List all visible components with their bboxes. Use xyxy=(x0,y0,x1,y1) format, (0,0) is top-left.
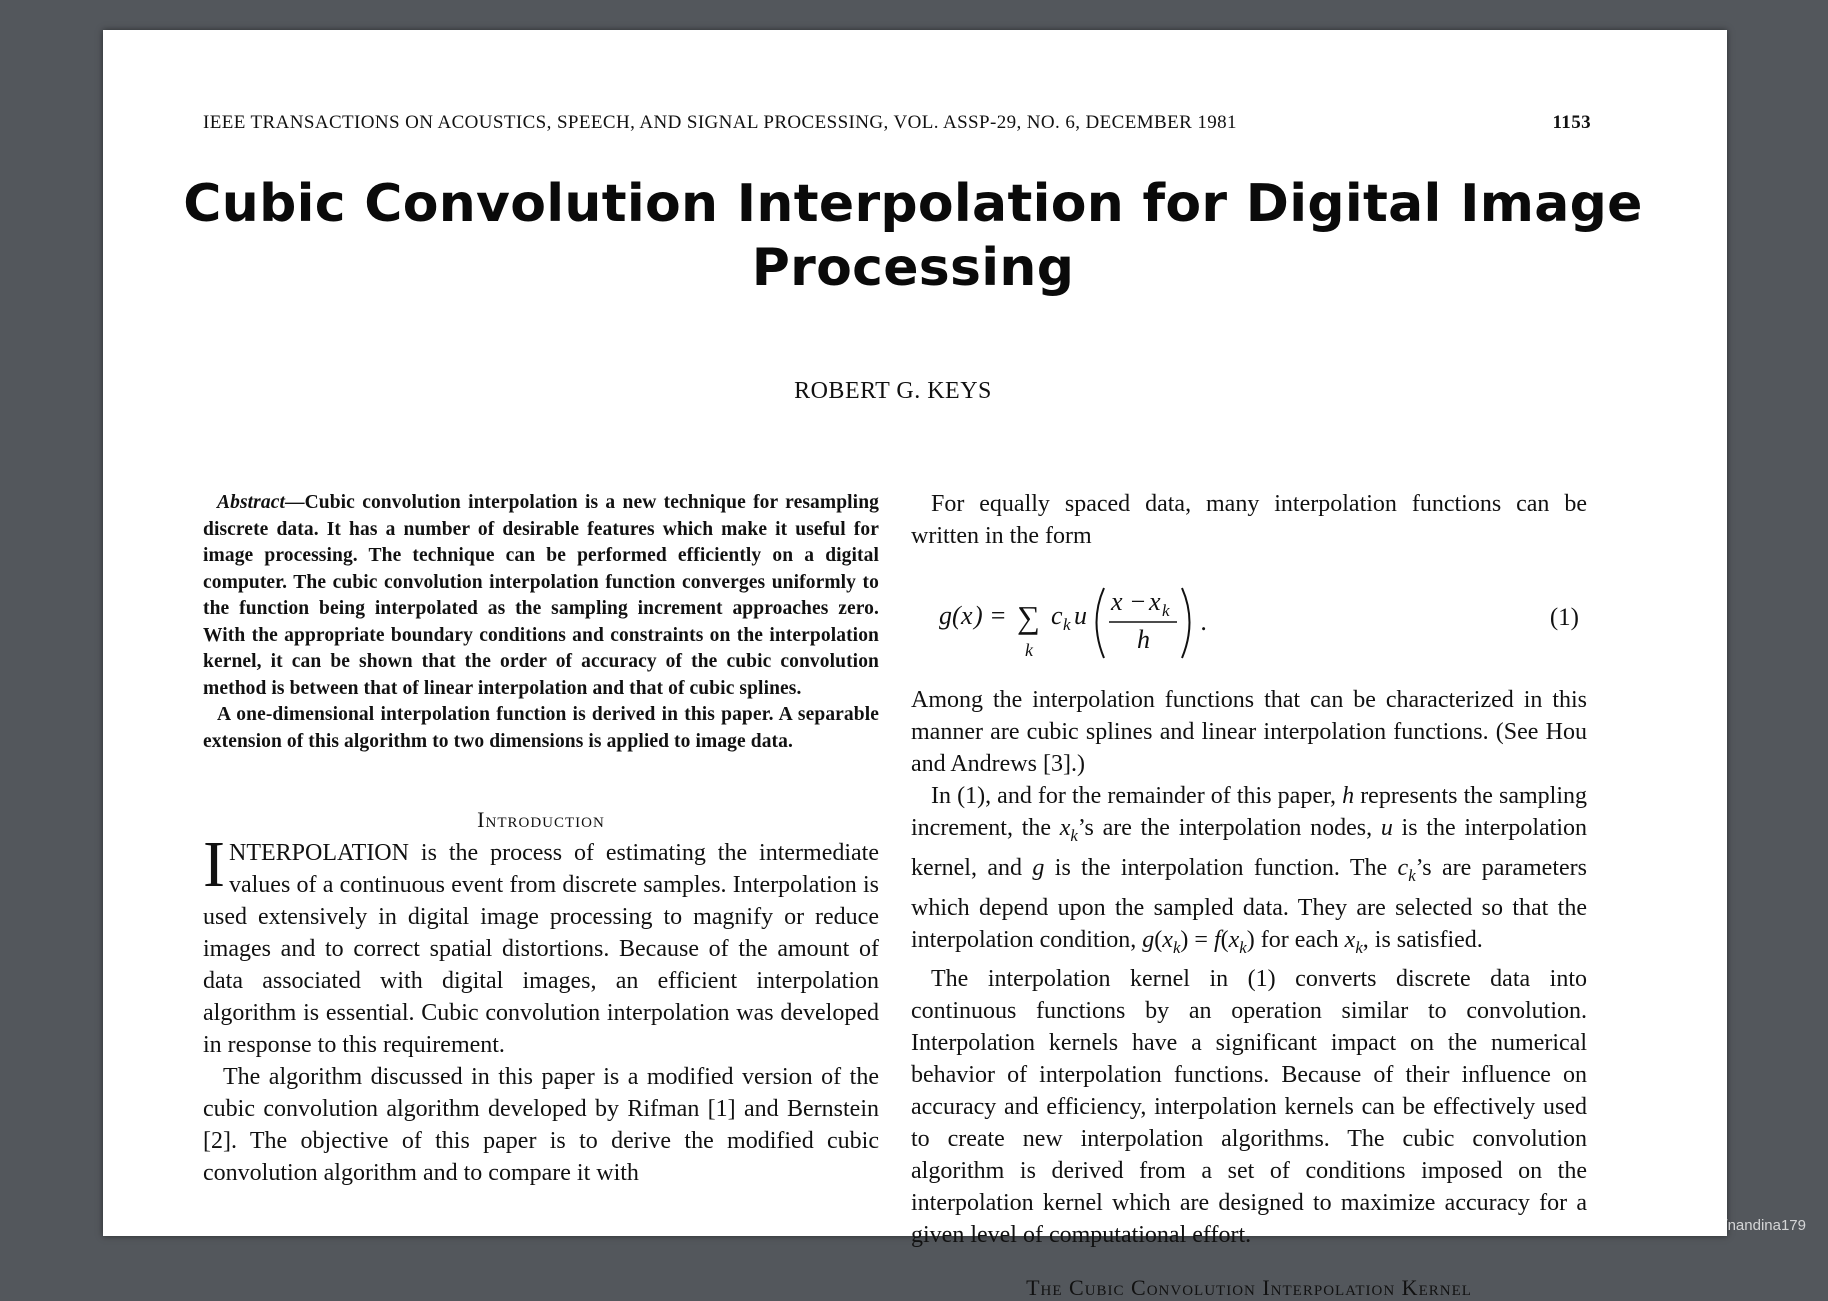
left-column xyxy=(203,490,879,1189)
abstract-paragraph-1: Abstract—Cubic convolution interpolation is a new technique for resampling discrete data. It has a number of desirable features which make it useful for image processing. The technique can be performed efficiently on a digital computer. The cubic convolution interpolation function converges uniformly to the function being interpolated as the sampling increment approaches zero. With the appropriate boundary conditions and constraints on the interpolation kernel, it can be shown that the order of accuracy of the cubic convolution method is between that of linear interpolation and that of cubic splines. xyxy=(203,492,879,699)
equation-1 xyxy=(911,564,1587,676)
abstract-paragraph-2: A one-dimensional interpolation function is derived in this paper. A separable extension of this algorithm to two dimensions is applied to image data. xyxy=(203,704,879,752)
equation-formula xyxy=(939,578,1259,674)
abstract xyxy=(203,490,879,755)
svg-text:x: x xyxy=(1149,587,1161,616)
author-name: ROBERT G. KEYS xyxy=(794,378,992,404)
svg-text:x: x xyxy=(1111,587,1123,616)
svg-text:x: x xyxy=(961,601,973,630)
running-head xyxy=(203,112,1591,134)
next-section-heading: The Cubic Convolution Interpolation Kernel xyxy=(1026,1275,1472,1301)
svg-text:−: − xyxy=(1129,587,1147,616)
paper-title: Cubic Convolution Interpolation for Digital Image Processing xyxy=(183,174,1643,298)
right-paragraph-4: The interpolation kernel in (1) converts discrete data into continuous functions by an operation similar to convolution. Interpolation kernels have a significant impact on the numerical behavior of interpolation functions. Because of their influence on accuracy and efficiency, interpolation kernels can be effectively used to create new interpolation algorithms. The cubic convolution algorithm is derived from a set of conditions imposed on the interpolation kernel which are designed to maximize accuracy for a given level of computational effort. xyxy=(911,966,1587,1249)
svg-text:c: c xyxy=(1051,601,1063,630)
intro-paragraph-1-text: NTERPOLATION is the process of estimating the intermediate values of a continuous event from discrete samples. Interpolation is used extensively in digital image processing to magnify or reduce images and to correct spatial distortions. Because of the amount of data associated with digital images, an efficient interpolation algorithm is essential. Cubic convolution interpolation was developed in response to this requirement. xyxy=(203,840,879,1058)
svg-text:g: g xyxy=(939,601,952,630)
svg-text:u: u xyxy=(1074,601,1087,630)
abstract-text-1: Cubic convolution interpolation is a new technique for resampling discrete data. It has a number of desirable features which make it useful for image processing. The technique can be performed efficiently on a digital computer. The cubic convolution interpolation function converges uniformly to the function being interpolated as the sampling increment approaches zero. With the appropriate boundary conditions and constraints on the interpolation kernel, it can be shown that the order of accuracy of the cubic convolution method is between that of linear interpolation and that of cubic splines. xyxy=(203,492,879,699)
introduction-heading: Introduction xyxy=(477,807,605,832)
svg-text:.: . xyxy=(1201,607,1208,636)
svg-text:∑: ∑ xyxy=(1017,599,1040,635)
drop-cap: I xyxy=(203,828,225,901)
intro-paragraph-2: The algorithm discussed in this paper is a modified version of the cubic convolution algorithm developed by Rifman [1] and Bernstein [2]. The objective of this paper is to derive the modified cubic convolution algorithm and to compare it with xyxy=(203,1064,879,1186)
introduction-body xyxy=(203,828,879,1189)
right-paragraph-1: For equally spaced data, many interpolation functions can be written in the form xyxy=(911,491,1587,549)
right-column xyxy=(911,488,1587,1301)
svg-text:k: k xyxy=(1162,601,1170,620)
journal-citation: IEEE TRANSACTIONS ON ACOUSTICS, SPEECH, AND SIGNAL PROCESSING, VOL. ASSP-29, NO. 6, DECEMBER 1981 xyxy=(203,112,1237,133)
svg-text:(: ( xyxy=(952,601,961,630)
svg-text:k: k xyxy=(1025,640,1033,660)
right-column-body xyxy=(911,488,1587,1251)
watermark: https://blog.csdn.net/nandina179 xyxy=(1589,1217,1806,1234)
right-paragraph-3: In (1), and for the remainder of this paper, h represents the sampling increment, the $x_k’s$ are the interpolation nodes, u is the interpolation kernel, and g is the interpolation function. The $c_k’s$ are parameters which depend upon the sampled data. They are selected so that the interpolation condition, $g(x_k) = f(x_k)$ for each $x_k$, is satisfied. xyxy=(911,783,1587,957)
page-number: 1153 xyxy=(1552,112,1591,133)
paper-page xyxy=(103,30,1727,1301)
equation-number: (1) xyxy=(1549,604,1579,631)
intro-paragraph-1 xyxy=(203,828,879,1061)
svg-text:h: h xyxy=(1137,625,1150,654)
right-paragraph-2: Among the interpolation functions that can be characterized in this manner are cubic splines and linear interpolation functions. (See Hou and Andrews [3].) xyxy=(911,687,1587,777)
svg-text:k: k xyxy=(1063,615,1071,634)
svg-text:) =: ) = xyxy=(974,601,1007,630)
abstract-label: Abstract xyxy=(217,492,285,513)
